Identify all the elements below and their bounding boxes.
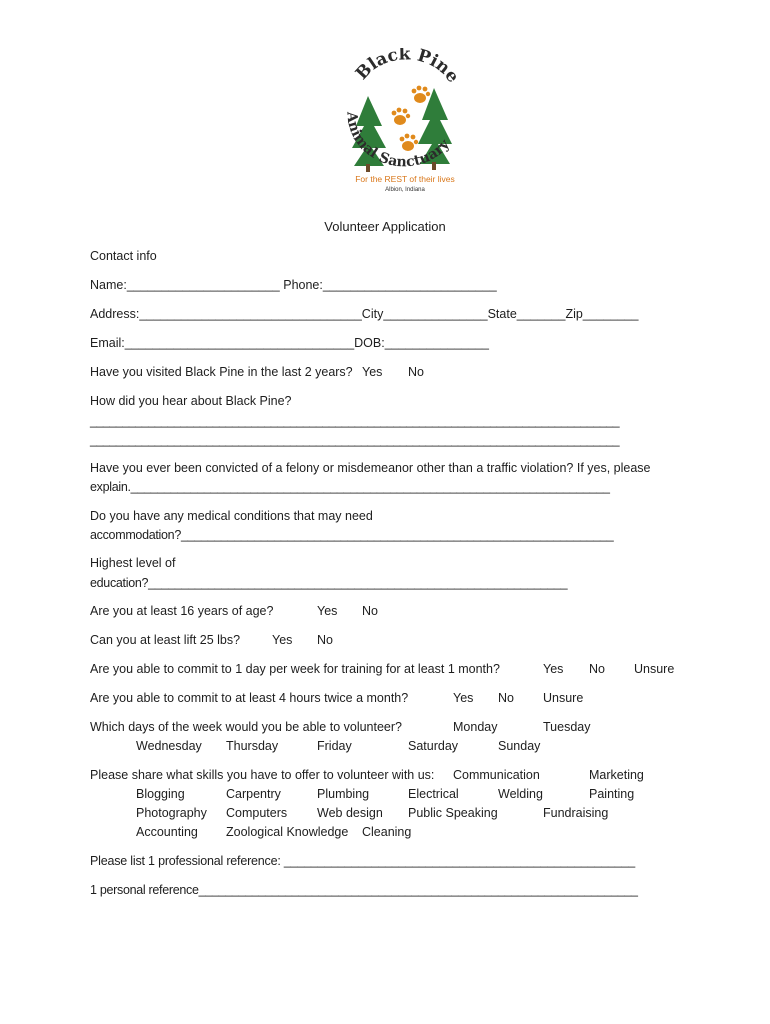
commit-training-unsure-option[interactable]: Unsure xyxy=(634,662,675,676)
day-option-thursday[interactable]: Thursday xyxy=(226,739,279,753)
lift-yes-option[interactable]: Yes xyxy=(272,633,293,647)
lift-no-option[interactable]: No xyxy=(317,633,333,647)
skills-question: Please share what skills you have to offer to volunteer with us: xyxy=(90,768,435,782)
commit-hours-no-option[interactable]: No xyxy=(498,691,514,705)
day-option-monday[interactable]: Monday xyxy=(453,720,498,734)
email-dob-field[interactable]: Email:_________________________________DOB:_______________ xyxy=(90,336,489,350)
age-question: Are you at least 16 years of age? xyxy=(90,604,274,618)
visited-question: Have you visited Black Pine in the last 2 years? xyxy=(90,365,353,379)
sanctuary-logo xyxy=(340,48,470,198)
logo-title-bottom: Animal Sanctuary xyxy=(343,111,453,171)
education-answer-field[interactable]: education?_______________________________________________________________ xyxy=(90,576,568,590)
skill-option[interactable]: Plumbing xyxy=(317,787,370,801)
skill-option[interactable]: Computers xyxy=(226,806,288,820)
hear-answer-line[interactable]: __________________________________________________________________________________ xyxy=(90,414,620,428)
days-question: Which days of the week would you be able to volunteer? xyxy=(90,720,402,734)
skill-option[interactable]: Welding xyxy=(498,787,543,801)
visited-yes-option[interactable]: Yes xyxy=(362,365,383,379)
professional-reference-field[interactable]: Please list 1 professional reference: ____________________________________________________ xyxy=(90,854,635,868)
logo-title-top: Black Pine xyxy=(351,48,463,87)
personal-reference-field[interactable]: 1 personal reference__________________________________________________________________ xyxy=(90,883,638,897)
age-yes-option[interactable]: Yes xyxy=(317,604,338,618)
skill-option[interactable]: Accounting xyxy=(136,825,198,839)
day-option-friday[interactable]: Friday xyxy=(317,739,352,753)
logo-tagline: For the REST of their lives xyxy=(355,174,455,184)
commit-hours-question: Are you able to commit to at least 4 hours twice a month? xyxy=(90,691,409,705)
medical-answer-field[interactable]: accommodation?_________________________________________________________________ xyxy=(90,528,614,542)
felony-answer-field[interactable]: explain.________________________________________________________________________ xyxy=(90,480,610,494)
felony-question: Have you ever been convicted of a felony or misdemeanor other than a traffic violation? If yes, please xyxy=(90,461,651,475)
skill-option[interactable]: Cleaning xyxy=(362,825,412,839)
day-option-wednesday[interactable]: Wednesday xyxy=(136,739,202,753)
visited-no-option[interactable]: No xyxy=(408,365,424,379)
skill-option[interactable]: Public Speaking xyxy=(408,806,498,820)
skill-option[interactable]: Marketing xyxy=(589,768,644,782)
commit-hours-unsure-option[interactable]: Unsure xyxy=(543,691,584,705)
commit-training-yes-option[interactable]: Yes xyxy=(543,662,564,676)
medical-question: Do you have any medical conditions that may need xyxy=(90,509,373,523)
page-title: Volunteer Application xyxy=(324,219,446,234)
hear-question: How did you hear about Black Pine? xyxy=(90,394,292,408)
skill-option[interactable]: Blogging xyxy=(136,787,185,801)
logo-location: Albion, Indiana xyxy=(385,187,425,193)
day-option-sunday[interactable]: Sunday xyxy=(498,739,541,753)
address-field[interactable]: Address:________________________________City_______________State_______Zip________ xyxy=(90,307,639,321)
commit-training-question: Are you able to commit to 1 day per week for training for at least 1 month? xyxy=(90,662,500,676)
education-question: Highest level of xyxy=(90,556,176,570)
skill-option[interactable]: Carpentry xyxy=(226,787,281,801)
skill-option[interactable]: Painting xyxy=(589,787,635,801)
commit-hours-yes-option[interactable]: Yes xyxy=(453,691,474,705)
skill-option[interactable]: Web design xyxy=(317,806,383,820)
skill-option[interactable]: Photography xyxy=(136,806,207,820)
commit-training-no-option[interactable]: No xyxy=(589,662,605,676)
contact-info-heading: Contact info xyxy=(90,249,157,263)
skill-option[interactable]: Communication xyxy=(453,768,540,782)
skill-option[interactable]: Fundraising xyxy=(543,806,609,820)
name-phone-field[interactable]: Name:______________________ Phone:_________________________ xyxy=(90,278,497,292)
hear-answer-line[interactable]: __________________________________________________________________________________ xyxy=(90,433,620,447)
day-option-tuesday[interactable]: Tuesday xyxy=(543,720,591,734)
skill-option[interactable]: Electrical xyxy=(408,787,459,801)
day-option-saturday[interactable]: Saturday xyxy=(408,739,459,753)
logo-graphic xyxy=(340,48,470,198)
age-no-option[interactable]: No xyxy=(362,604,378,618)
lift-question: Can you at least lift 25 lbs? xyxy=(90,633,241,647)
skill-option[interactable]: Zoological Knowledge xyxy=(226,825,349,839)
